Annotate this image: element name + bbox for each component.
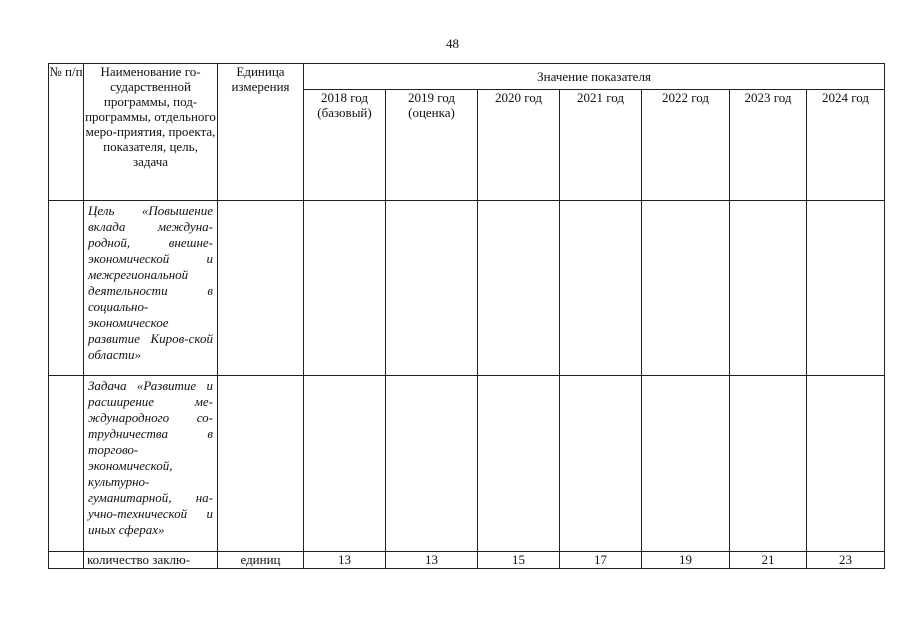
- header-name: Наименование го-сударственной программы, под-программы, отдельного меро-приятия, проекта, показателя, цель, задача: [84, 64, 218, 201]
- indicator-value-2018: 13: [304, 552, 386, 569]
- indicator-value-2019: 13: [386, 552, 478, 569]
- header-year-2021: 2021 год: [560, 90, 642, 201]
- header-row-1: [49, 64, 885, 90]
- indicator-value-2020: 15: [478, 552, 560, 569]
- indicator-unit: единиц: [218, 552, 304, 569]
- task-text: Задача «Развитие и расширение ме-ждународного со-трудничества в торгово-экономической, культурно-гуманитарной, на-учно-технической и иных сферах»: [84, 376, 218, 552]
- indicator-label: количество заклю-: [84, 552, 218, 569]
- indicator-num-cell: [49, 552, 84, 569]
- header-year-2023: 2023 год: [730, 90, 807, 201]
- header-year-2024: 2024 год: [807, 90, 885, 201]
- goal-row: [49, 201, 885, 376]
- task-row: [49, 376, 885, 552]
- indicator-value-2024: 23: [807, 552, 885, 569]
- goal-text: Цель «Повышение вклада междуна-родной, внешне-экономической и межрегиональной деятельности в социально-экономическое развитие Киров-ской области»: [84, 201, 218, 376]
- header-year-2019: 2019 год (оценка): [386, 90, 478, 201]
- indicator-value-2023: 21: [730, 552, 807, 569]
- header-year-2018: 2018 год (базовый): [304, 90, 386, 201]
- header-year-2022: 2022 год: [642, 90, 730, 201]
- header-value-group: Значение показателя: [304, 64, 885, 90]
- indicator-table: [48, 63, 885, 569]
- page-number: 48: [446, 36, 459, 51]
- indicator-value-2022: 19: [642, 552, 730, 569]
- task-num-cell: [49, 376, 84, 552]
- header-unit: Единица измерения: [218, 64, 304, 201]
- header-year-2020: 2020 год: [478, 90, 560, 201]
- indicator-row: [49, 552, 885, 569]
- goal-num-cell: [49, 201, 84, 376]
- indicator-value-2021: 17: [560, 552, 642, 569]
- header-num: № п/п: [49, 64, 84, 201]
